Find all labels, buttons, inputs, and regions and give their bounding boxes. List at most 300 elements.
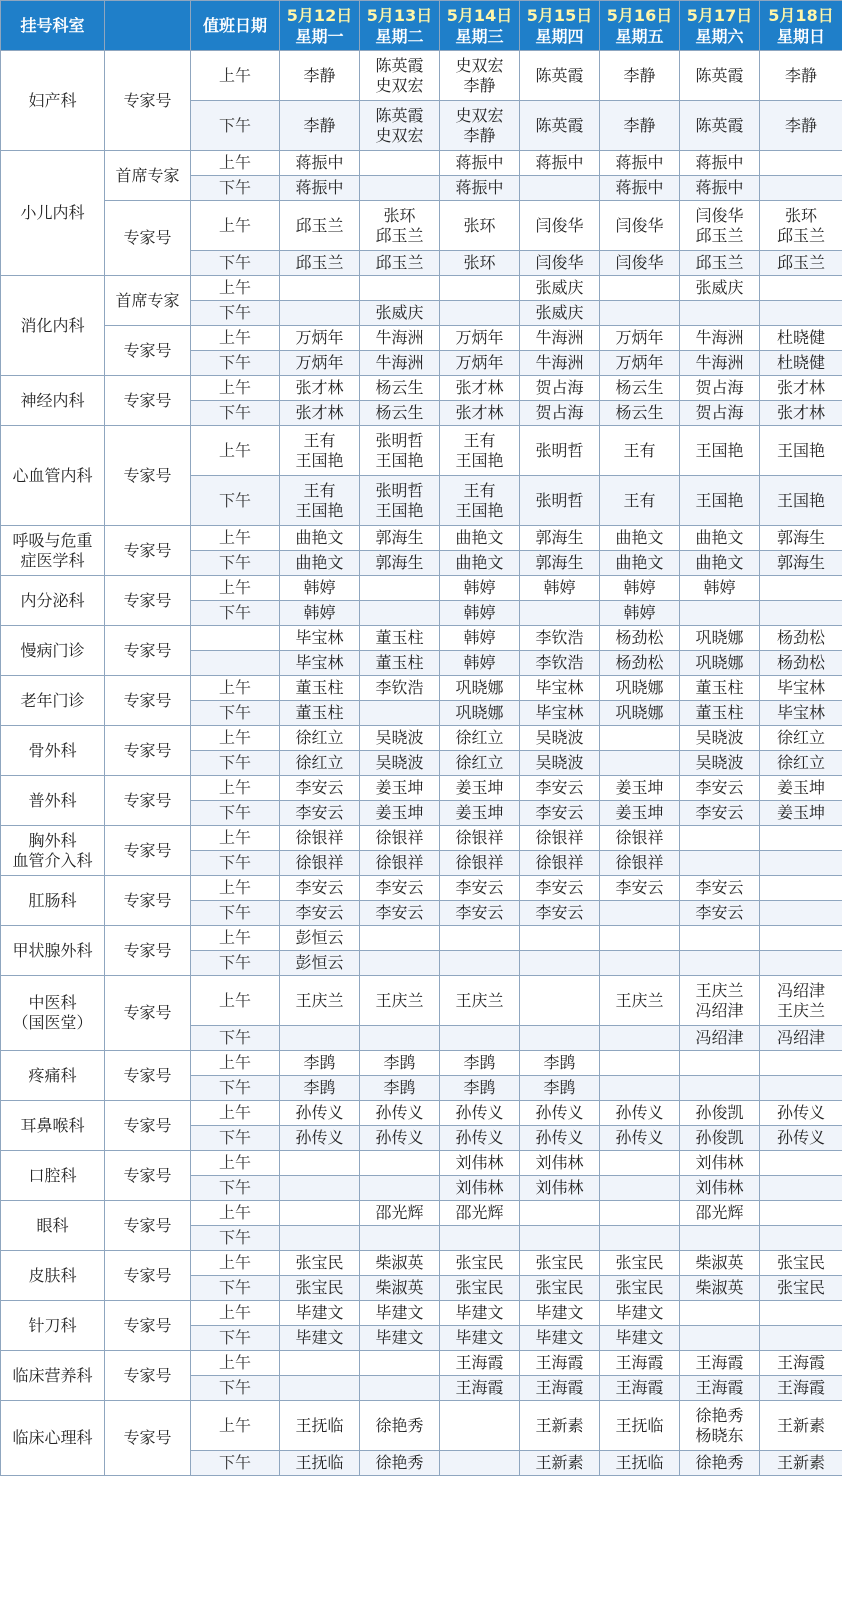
cell-line: 李安云	[535, 803, 584, 822]
cell-line: 毕建文	[615, 1303, 664, 1322]
doctor-cell	[680, 876, 760, 901]
doctor-cell	[600, 176, 680, 201]
cell-line: 下午	[218, 353, 251, 372]
doctor-cell	[360, 851, 440, 876]
cell-line: 刘伟林	[535, 1178, 584, 1197]
cell-line: 蒋振中	[295, 178, 344, 197]
department-name	[1, 376, 105, 426]
doctor-cell	[360, 826, 440, 851]
period-cell	[191, 951, 280, 976]
schedule-row	[1, 151, 842, 176]
doctor-cell	[280, 801, 360, 826]
doctor-cell	[520, 1376, 600, 1401]
doctor-cell	[520, 1351, 600, 1376]
cell-line: 专家号	[123, 1003, 172, 1022]
cell-line: 邵光辉	[375, 1203, 424, 1222]
doctor-cell	[680, 176, 760, 201]
header-day-weekday: 星期一	[295, 26, 344, 46]
cell-line: 毕建文	[375, 1303, 424, 1322]
header-day	[280, 1, 360, 51]
period-cell	[191, 1101, 280, 1126]
period-cell	[191, 551, 280, 576]
cell-line: 王国艳	[776, 440, 825, 460]
doctor-cell	[680, 676, 760, 701]
doctor-cell	[760, 976, 842, 1026]
cell-line: 下午	[218, 853, 251, 872]
doctor-cell	[360, 376, 440, 401]
schedule-row	[1, 726, 842, 751]
schedule-row	[1, 926, 842, 951]
period-cell	[191, 1226, 280, 1251]
doctor-cell	[760, 476, 842, 526]
period-cell	[191, 301, 280, 326]
cell-line: 专家号	[123, 1428, 172, 1447]
doctor-cell	[680, 851, 760, 876]
cell-line: 王海霞	[455, 1378, 504, 1397]
doctor-cell	[680, 726, 760, 751]
header-day-weekday: 星期三	[455, 26, 504, 46]
doctor-cell	[360, 876, 440, 901]
cell-line: 张宝民	[535, 1278, 584, 1297]
doctor-cell	[520, 301, 600, 326]
doctor-cell	[360, 1101, 440, 1126]
registration-type	[105, 201, 191, 276]
cell-line: 张明哲	[535, 440, 584, 460]
doctor-cell	[680, 1226, 760, 1251]
doctor-cell	[440, 1276, 520, 1301]
cell-line: 专家号	[123, 840, 172, 860]
cell-line: 王海霞	[776, 1378, 825, 1397]
header-day	[440, 1, 520, 51]
doctor-cell	[680, 1326, 760, 1351]
doctor-cell	[760, 1176, 842, 1201]
period-cell	[191, 476, 280, 526]
cell-line: 李静	[463, 75, 496, 95]
doctor-cell	[360, 1026, 440, 1051]
doctor-cell	[360, 201, 440, 251]
doctor-cell	[280, 301, 360, 326]
cell-line: 上午	[218, 65, 251, 85]
cell-line: 杨云生	[615, 378, 664, 397]
cell-line: 下午	[218, 1278, 251, 1297]
doctor-cell	[280, 951, 360, 976]
doctor-cell	[600, 526, 680, 551]
doctor-cell	[520, 651, 600, 676]
doctor-cell	[360, 651, 440, 676]
cell-line: 闫俊华	[695, 205, 744, 225]
cell-line: 杨劲松	[776, 653, 825, 672]
department-name	[1, 676, 105, 726]
doctor-cell	[440, 1101, 520, 1126]
cell-line: 孙传义	[615, 1103, 664, 1122]
doctor-cell	[360, 801, 440, 826]
header-day-date: 5月14日	[446, 5, 513, 25]
cell-line: 上午	[218, 1353, 251, 1372]
department-name	[1, 1151, 105, 1201]
doctor-cell	[680, 1176, 760, 1201]
doctor-cell	[280, 1126, 360, 1151]
cell-line: 贺占海	[535, 378, 584, 397]
doctor-cell	[280, 601, 360, 626]
cell-line: 彭恒云	[295, 953, 344, 972]
doctor-cell	[520, 601, 600, 626]
doctor-cell	[360, 1226, 440, 1251]
schedule-row	[1, 776, 842, 801]
cell-line: 毕建文	[295, 1303, 344, 1322]
cell-line: 韩婷	[303, 603, 336, 622]
doctor-cell	[360, 426, 440, 476]
doctor-cell	[280, 376, 360, 401]
period-cell	[191, 651, 280, 676]
doctor-cell	[600, 726, 680, 751]
doctor-cell	[600, 301, 680, 326]
period-cell	[191, 1051, 280, 1076]
cell-line: 李静	[303, 65, 336, 85]
schedule-row	[1, 576, 842, 601]
cell-line: 贺占海	[695, 403, 744, 422]
cell-line: 杨云生	[375, 403, 424, 422]
department-name	[1, 1201, 105, 1251]
doctor-cell	[440, 201, 520, 251]
doctor-cell	[280, 1026, 360, 1051]
doctor-cell	[680, 201, 760, 251]
doctor-cell	[440, 1126, 520, 1151]
schedule-row	[1, 976, 842, 1026]
cell-line: 李安云	[455, 903, 504, 922]
cell-line: 张才林	[776, 403, 825, 422]
department-name	[1, 426, 105, 526]
doctor-cell	[280, 401, 360, 426]
registration-type	[105, 1301, 191, 1351]
doctor-cell	[760, 1451, 842, 1476]
cell-line: 孙传义	[455, 1128, 504, 1147]
department-name	[1, 726, 105, 776]
cell-line: 中医科	[28, 993, 77, 1012]
cell-line: 孙俊凯	[695, 1128, 744, 1147]
doctor-cell	[520, 676, 600, 701]
doctor-cell	[280, 51, 360, 101]
cell-line: 毕宝林	[535, 703, 584, 722]
cell-line: 王抚临	[615, 1415, 664, 1435]
doctor-cell	[360, 1451, 440, 1476]
doctor-cell	[440, 526, 520, 551]
doctor-cell	[520, 526, 600, 551]
doctor-cell	[280, 426, 360, 476]
doctor-cell	[280, 1351, 360, 1376]
doctor-cell	[360, 1351, 440, 1376]
doctor-cell	[360, 926, 440, 951]
registration-type	[105, 326, 191, 376]
period-cell	[191, 276, 280, 301]
cell-line: 万炳年	[615, 353, 664, 372]
cell-line: 徐银祥	[455, 828, 504, 847]
cell-line: 张宝民	[615, 1253, 664, 1272]
doctor-cell	[600, 626, 680, 651]
cell-line: 毕建文	[375, 1328, 424, 1347]
cell-line: 张环	[463, 215, 496, 235]
cell-line: 徐红立	[295, 753, 344, 772]
cell-line: 李安云	[695, 778, 744, 797]
cell-line: 张威庆	[535, 278, 584, 297]
doctor-cell	[520, 1051, 600, 1076]
cell-line: 韩婷	[463, 628, 496, 647]
cell-line: 下午	[218, 1228, 251, 1247]
cell-line: 李钦浩	[535, 653, 584, 672]
doctor-cell	[520, 726, 600, 751]
doctor-cell	[520, 876, 600, 901]
doctor-cell	[760, 776, 842, 801]
header-blank	[105, 1, 191, 51]
registration-type	[105, 876, 191, 926]
cell-line: 徐银祥	[455, 853, 504, 872]
period-cell	[191, 976, 280, 1026]
cell-line: 吴晓波	[695, 728, 744, 747]
doctor-cell	[280, 1201, 360, 1226]
doctor-cell	[760, 1101, 842, 1126]
doctor-cell	[440, 901, 520, 926]
doctor-cell	[360, 301, 440, 326]
header-day-date: 5月16日	[606, 5, 673, 25]
cell-line: 专家号	[123, 465, 172, 485]
cell-line: 蒋振中	[455, 153, 504, 172]
cell-line: 李钦浩	[535, 628, 584, 647]
doctor-cell	[440, 1151, 520, 1176]
cell-line: 曲艳文	[295, 528, 344, 547]
cell-line: 蒋振中	[695, 153, 744, 172]
cell-line: 李静	[623, 65, 656, 85]
cell-line: 王有	[463, 430, 496, 450]
cell-line: 专家号	[123, 1315, 172, 1335]
cell-line: 贺占海	[535, 403, 584, 422]
cell-line: 牛海洲	[695, 328, 744, 347]
period-cell	[191, 1126, 280, 1151]
period-cell	[191, 201, 280, 251]
doctor-cell	[360, 251, 440, 276]
doctor-cell	[760, 1251, 842, 1276]
doctor-cell	[680, 1376, 760, 1401]
cell-line: 张威庆	[695, 278, 744, 297]
cell-line: 上午	[218, 1053, 251, 1072]
doctor-cell	[360, 101, 440, 151]
doctor-cell	[440, 576, 520, 601]
header-day-date: 5月13日	[366, 5, 433, 25]
cell-line: 毕建文	[295, 1328, 344, 1347]
period-cell	[191, 1026, 280, 1051]
cell-line: 徐艳秀	[375, 1453, 424, 1472]
doctor-cell	[600, 1201, 680, 1226]
doctor-cell	[680, 951, 760, 976]
cell-line: 邱玉兰	[295, 253, 344, 272]
cell-line: 上午	[218, 1303, 251, 1322]
cell-line: 王国艳	[375, 450, 424, 470]
doctor-cell	[600, 1126, 680, 1151]
schedule-row	[1, 1401, 842, 1451]
cell-line: 张威庆	[535, 303, 584, 322]
cell-line: 呼吸与危重	[12, 530, 93, 550]
period-cell	[191, 251, 280, 276]
doctor-cell	[680, 776, 760, 801]
cell-line: 慢病门诊	[20, 640, 85, 660]
period-cell	[191, 151, 280, 176]
header-day-date: 5月17日	[686, 5, 753, 25]
cell-line: 李静	[463, 125, 496, 145]
header-day-weekday: 星期二	[375, 26, 424, 46]
cell-line: 妇产科	[28, 90, 77, 110]
doctor-cell	[440, 701, 520, 726]
cell-line: 首席专家	[115, 165, 180, 185]
cell-line: 王庆兰	[615, 990, 664, 1010]
doctor-cell	[760, 526, 842, 551]
period-cell	[191, 101, 280, 151]
cell-line: 毕建文	[455, 1328, 504, 1347]
department-name	[1, 876, 105, 926]
schedule-row	[1, 276, 842, 301]
cell-line: 姜玉坤	[375, 803, 424, 822]
doctor-cell	[520, 1276, 600, 1301]
doctor-cell	[600, 826, 680, 851]
cell-line: 王新素	[776, 1415, 825, 1435]
cell-line: 血管介入科	[12, 850, 93, 870]
cell-line: 徐银祥	[295, 828, 344, 847]
doctor-cell	[680, 1276, 760, 1301]
cell-line: 李安云	[295, 878, 344, 897]
doctor-cell	[600, 1451, 680, 1476]
cell-line: 孙传义	[295, 1103, 344, 1122]
schedule-row	[1, 676, 842, 701]
doctor-cell	[280, 976, 360, 1026]
cell-line: 陈英霞	[375, 55, 424, 75]
doctor-cell	[280, 751, 360, 776]
doctor-cell	[760, 651, 842, 676]
cell-line: 韩婷	[623, 578, 656, 597]
doctor-cell	[520, 151, 600, 176]
doctor-cell	[760, 426, 842, 476]
cell-line: 张明哲	[375, 480, 424, 500]
registration-type	[105, 1101, 191, 1151]
doctor-cell	[680, 1076, 760, 1101]
cell-line: 蒋振中	[615, 153, 664, 172]
cell-line: 韩婷	[463, 578, 496, 597]
cell-line: 蒋振中	[695, 178, 744, 197]
doctor-cell	[520, 1126, 600, 1151]
period-cell	[191, 1251, 280, 1276]
period-cell	[191, 626, 280, 651]
cell-line: 专家号	[123, 690, 172, 710]
schedule-row	[1, 1151, 842, 1176]
cell-line: 曲艳文	[455, 553, 504, 572]
doctor-cell	[760, 901, 842, 926]
cell-line: 王国艳	[455, 500, 504, 520]
doctor-cell	[520, 1076, 600, 1101]
doctor-cell	[760, 751, 842, 776]
period-cell	[191, 1326, 280, 1351]
doctor-cell	[360, 776, 440, 801]
doctor-cell	[280, 1276, 360, 1301]
doctor-cell	[520, 201, 600, 251]
cell-line: 万炳年	[295, 353, 344, 372]
cell-line: 下午	[218, 1453, 251, 1472]
cell-line: 巩晓娜	[695, 653, 744, 672]
doctor-cell	[600, 676, 680, 701]
cell-line: 下午	[218, 1028, 251, 1047]
cell-line: 徐银祥	[615, 828, 664, 847]
registration-type	[105, 426, 191, 526]
doctor-cell	[520, 1326, 600, 1351]
doctor-cell	[600, 1301, 680, 1326]
cell-line: 徐红立	[455, 728, 504, 747]
doctor-cell	[760, 1051, 842, 1076]
cell-line: 闫俊华	[535, 253, 584, 272]
period-cell	[191, 1151, 280, 1176]
cell-line: 上午	[218, 278, 251, 297]
cell-line: 专家号	[123, 640, 172, 660]
cell-line: 李静	[303, 115, 336, 135]
doctor-cell	[360, 151, 440, 176]
cell-line: 冯绍津	[776, 1028, 825, 1047]
department-name	[1, 1251, 105, 1301]
doctor-cell	[360, 551, 440, 576]
doctor-cell	[600, 926, 680, 951]
schedule-row	[1, 51, 842, 101]
doctor-cell	[600, 1401, 680, 1451]
period-cell	[191, 376, 280, 401]
doctor-cell	[280, 776, 360, 801]
cell-line: 姜玉坤	[455, 778, 504, 797]
doctor-cell	[600, 1251, 680, 1276]
cell-line: 邱玉兰	[776, 225, 825, 245]
cell-line: 蒋振中	[455, 178, 504, 197]
doctor-cell	[440, 726, 520, 751]
doctor-cell	[520, 901, 600, 926]
doctor-cell	[600, 51, 680, 101]
cell-line: 下午	[218, 303, 251, 322]
cell-line: 下午	[218, 490, 251, 510]
doctor-cell	[280, 526, 360, 551]
doctor-cell	[440, 301, 520, 326]
cell-line: 上午	[218, 1153, 251, 1172]
cell-line: 冯绍津	[776, 980, 825, 1000]
doctor-cell	[600, 1176, 680, 1201]
cell-line: 上午	[218, 1103, 251, 1122]
cell-line: 巩晓娜	[455, 703, 504, 722]
cell-line: 陈英霞	[535, 115, 584, 135]
doctor-cell	[680, 251, 760, 276]
cell-line: 专家号	[123, 1215, 172, 1235]
period-cell	[191, 326, 280, 351]
doctor-cell	[600, 901, 680, 926]
doctor-cell	[280, 676, 360, 701]
doctor-cell	[360, 626, 440, 651]
doctor-cell	[760, 151, 842, 176]
cell-line: 吴晓波	[535, 753, 584, 772]
doctor-cell	[760, 1026, 842, 1051]
doctor-cell	[600, 801, 680, 826]
doctor-cell	[680, 1351, 760, 1376]
cell-line: 王有	[623, 440, 656, 460]
doctor-cell	[520, 776, 600, 801]
cell-line: 陈英霞	[695, 115, 744, 135]
cell-line: 张才林	[776, 378, 825, 397]
cell-line: 神经内科	[20, 390, 85, 410]
header-date: 值班日期	[191, 1, 280, 51]
schedule-row	[1, 1201, 842, 1226]
period-cell	[191, 176, 280, 201]
cell-line: 李鹍	[303, 1053, 336, 1072]
doctor-cell	[680, 401, 760, 426]
cell-line: 吴晓波	[375, 728, 424, 747]
doctor-cell	[360, 276, 440, 301]
department-name	[1, 826, 105, 876]
